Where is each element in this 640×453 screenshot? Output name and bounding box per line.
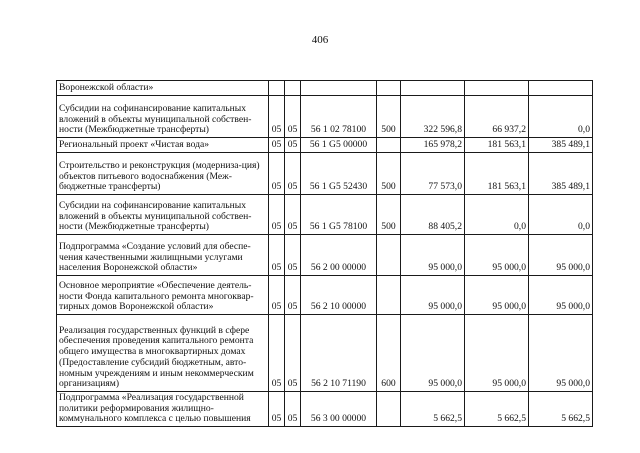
row-name-cell: Основное мероприятие «Обеспечение деятель-ности Фонда капитального ремонта многоквар-тирных домов Воронежской области» xyxy=(57,276,269,315)
table-row xyxy=(57,138,593,153)
row-amount-year2: 95 000,0 xyxy=(465,276,529,315)
row-name-cell: Строительство и реконструкция (модерниза-ция) объектов питьевого водоснабжения (Меж-бюджетные трансферты) xyxy=(57,153,269,195)
budget-table xyxy=(56,80,593,427)
table-row xyxy=(57,96,593,138)
row-target-article-code: 56 2 00 00000 xyxy=(301,235,377,276)
row-amount-year1: 95 000,0 xyxy=(401,235,465,276)
row-section-code: 05 xyxy=(269,276,285,315)
row-amount-year3: 0,0 xyxy=(529,96,593,138)
row-name-cell: Реализация государственных функций в сфере обеспечения проведения капитального ремонта общего имущества в многоквартирных домах (Предоставление субсидий бюджетным, авто-номным учреждениям и иным некоммерческим организациям) xyxy=(57,315,269,392)
row-expense-type-code: 500 xyxy=(377,96,401,138)
row-expense-type-code: 600 xyxy=(377,315,401,392)
row-name-cell: Воронежской области» xyxy=(57,81,269,96)
table-row xyxy=(57,276,593,315)
row-target-article-code: 56 1 G5 78100 xyxy=(301,195,377,235)
row-amount-year3: 385 489,1 xyxy=(529,153,593,195)
row-amount-year2: 0,0 xyxy=(465,195,529,235)
row-expense-type-code xyxy=(377,276,401,315)
row-amount-year3: 95 000,0 xyxy=(529,276,593,315)
row-section-code: 05 xyxy=(269,235,285,276)
row-amount-year2: 5 662,5 xyxy=(465,392,529,427)
row-section-code: 05 xyxy=(269,96,285,138)
row-amount-year1 xyxy=(401,81,465,96)
row-amount-year3: 95 000,0 xyxy=(529,235,593,276)
row-subsection-code: 05 xyxy=(285,392,301,427)
row-amount-year2: 66 937,2 xyxy=(465,96,529,138)
row-name-cell: Субсидии на софинансирование капитальных вложений в объекты муниципальной собствен-ности (Межбюджетные трансферты) xyxy=(57,195,269,235)
row-subsection-code: 05 xyxy=(285,96,301,138)
table-row xyxy=(57,195,593,235)
row-subsection-code: 05 xyxy=(285,315,301,392)
row-name-cell: Подпрограмма «Создание условий для обеспе-чения качественными жилищными услугами населения Воронежской области» xyxy=(57,235,269,276)
row-section-code: 05 xyxy=(269,392,285,427)
row-target-article-code: 56 1 02 78100 xyxy=(301,96,377,138)
row-section-code xyxy=(269,81,285,96)
row-expense-type-code xyxy=(377,235,401,276)
row-subsection-code: 05 xyxy=(285,153,301,195)
row-target-article-code xyxy=(301,81,377,96)
row-amount-year2: 181 563,1 xyxy=(465,138,529,153)
row-section-code: 05 xyxy=(269,195,285,235)
row-amount-year1: 5 662,5 xyxy=(401,392,465,427)
row-subsection-code xyxy=(285,81,301,96)
row-amount-year1: 77 573,0 xyxy=(401,153,465,195)
table-row xyxy=(57,81,593,96)
row-amount-year3: 385 489,1 xyxy=(529,138,593,153)
row-target-article-code: 56 2 10 71190 xyxy=(301,315,377,392)
row-amount-year1: 95 000,0 xyxy=(401,276,465,315)
table-row xyxy=(57,235,593,276)
row-target-article-code: 56 3 00 00000 xyxy=(301,392,377,427)
row-amount-year2: 181 563,1 xyxy=(465,153,529,195)
row-amount-year3: 95 000,0 xyxy=(529,315,593,392)
row-subsection-code: 05 xyxy=(285,276,301,315)
row-target-article-code: 56 1 G5 52430 xyxy=(301,153,377,195)
page-number: 406 xyxy=(311,34,329,46)
row-amount-year2 xyxy=(465,81,529,96)
row-name-cell: Субсидии на софинансирование капитальных вложений в объекты муниципальной собствен-ности (Межбюджетные трансферты) xyxy=(57,96,269,138)
row-subsection-code: 05 xyxy=(285,235,301,276)
row-subsection-code: 05 xyxy=(285,138,301,153)
row-expense-type-code xyxy=(377,138,401,153)
row-amount-year1: 165 978,2 xyxy=(401,138,465,153)
row-target-article-code: 56 2 10 00000 xyxy=(301,276,377,315)
row-section-code: 05 xyxy=(269,138,285,153)
row-amount-year3: 5 662,5 xyxy=(529,392,593,427)
table-row xyxy=(57,315,593,392)
row-amount-year2: 95 000,0 xyxy=(465,235,529,276)
table-row xyxy=(57,153,593,195)
row-name-cell: Региональный проект «Чистая вода» xyxy=(57,138,269,153)
row-subsection-code: 05 xyxy=(285,195,301,235)
row-amount-year1: 95 000,0 xyxy=(401,315,465,392)
row-section-code: 05 xyxy=(269,153,285,195)
table-row xyxy=(57,392,593,427)
row-target-article-code: 56 1 G5 00000 xyxy=(301,138,377,153)
row-amount-year3: 0,0 xyxy=(529,195,593,235)
row-section-code: 05 xyxy=(269,315,285,392)
row-expense-type-code: 500 xyxy=(377,195,401,235)
row-expense-type-code xyxy=(377,392,401,427)
row-amount-year3 xyxy=(529,81,593,96)
row-amount-year2: 95 000,0 xyxy=(465,315,529,392)
row-amount-year1: 322 596,8 xyxy=(401,96,465,138)
row-amount-year1: 88 405,2 xyxy=(401,195,465,235)
row-expense-type-code: 500 xyxy=(377,153,401,195)
row-name-cell: Подпрограмма «Реализация государственной политики реформирования жилищно-коммунального комплекса с целью повышения xyxy=(57,392,269,427)
row-expense-type-code xyxy=(377,81,401,96)
